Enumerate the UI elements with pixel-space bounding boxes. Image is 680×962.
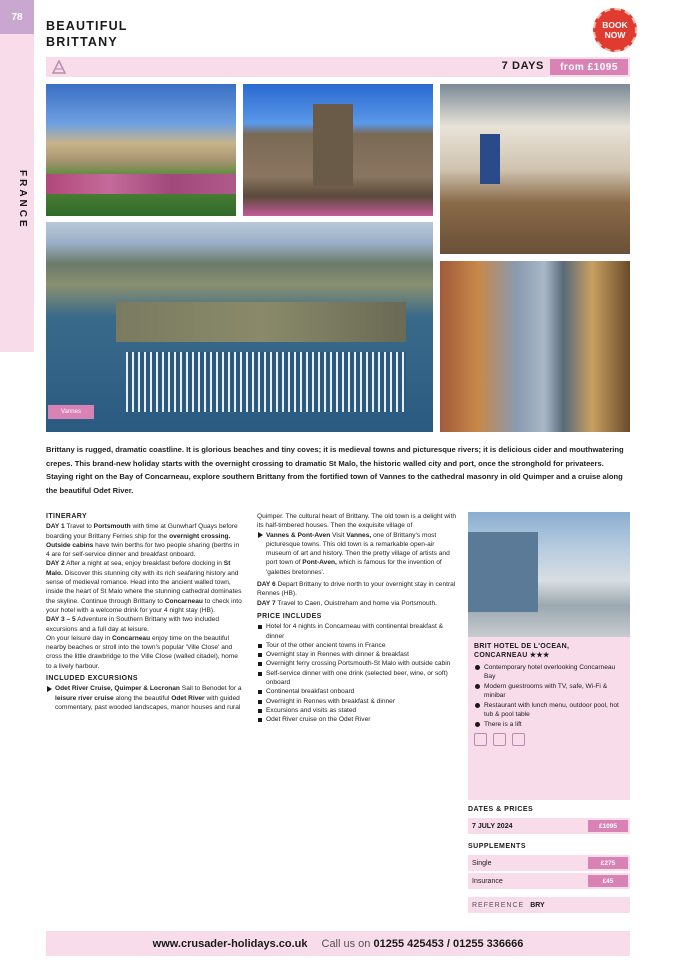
hotel-feature: Restaurant with lunch menu, outdoor pool, hot tub & pool table	[484, 701, 624, 719]
day-3-5: DAY 3 – 5 Adventure in Southern Brittany with two included excursions and a full day at leisure.	[46, 616, 220, 633]
excursions-list-2	[257, 531, 457, 577]
excursion-item: Odet River Cruise, Quimper & Locronan Sail to Benodet for a leisure river cruise along the beautiful Odet River with guided commentary, past wooded landscapes, manor houses and rural	[55, 684, 244, 712]
photo-timbered-houses	[440, 261, 630, 432]
photo-street-cafe	[440, 84, 630, 254]
trip-duration: 7 DAYS	[501, 60, 544, 72]
excursion-item: Vannes & Pont-Aven Visit Vannes, one of Brittany's most picturesque towns. This old town is a remarkable open-air museum of art and history. Then the pretty village of artists and port town of Pont-Aven, which is famous for the invention of 'galettes bretonnes'.	[266, 531, 457, 577]
hotel-feature: Modern guestrooms with TV, safe, Wi-Fi & minibar	[484, 682, 624, 700]
website-link[interactable]: www.crusader-holidays.co.uk	[152, 937, 308, 950]
date-price: £1095	[588, 820, 628, 832]
hotel-feature: Contemporary hotel overlooking Concarneau Bay	[484, 663, 624, 681]
reference-row	[468, 897, 630, 913]
lift-icon	[512, 733, 525, 746]
excursion-continued: Quimper. The cultural heart of Brittany. The old town is a delight with its half-timbered houses. Then the exquisite village of	[257, 513, 457, 530]
excursions-heading: INCLUDED EXCURSIONS	[46, 675, 138, 683]
footer-bar	[46, 931, 630, 956]
include-item: Hotel for 4 nights in Concarneau with continental breakfast & dinner	[266, 622, 457, 641]
price-bar	[46, 57, 630, 77]
price-includes-heading: PRICE INCLUDES	[257, 612, 322, 620]
excursions-list	[46, 684, 244, 712]
hotel-feature: There is a lift	[484, 720, 624, 729]
single-price: £275	[588, 857, 628, 869]
include-item: Self-service dinner with one drink (selected beer, wine, or soft) onboard	[266, 669, 457, 688]
include-item: Overnight in Rennes with breakfast & dinner	[266, 697, 457, 706]
single-label: Single	[472, 859, 492, 867]
price-includes-list	[257, 622, 457, 724]
dates-heading: DATES & PRICES	[468, 806, 534, 813]
hotel-features	[474, 663, 624, 729]
insurance-price: £45	[588, 875, 628, 887]
include-item: Excursions and visits as stated	[266, 706, 457, 715]
itinerary-heading: ITINERARY	[46, 513, 88, 520]
date-label: 7 JULY 2024	[472, 822, 513, 830]
insurance-label: Insurance	[472, 877, 503, 885]
hotel-name: BRIT HOTEL DE L'OCEAN, CONCARNEAU ★★★	[474, 643, 570, 659]
supplement-single	[468, 855, 630, 871]
supplements-heading: SUPPLEMENTS	[468, 843, 527, 850]
photo-hotel	[468, 512, 630, 637]
badge-line-1: BOOK	[602, 20, 628, 30]
photo-caption-sticker: Vannes	[48, 405, 94, 419]
restaurant-icon	[474, 733, 487, 746]
reference-code: BRY	[530, 901, 545, 909]
include-item: Continental breakfast onboard	[266, 687, 457, 696]
title-line-2: BRITTANY	[46, 35, 118, 49]
supplement-insurance	[468, 873, 630, 889]
photo-harbour-aerial	[46, 222, 433, 432]
title-line-1: BEAUTIFUL	[46, 19, 128, 33]
include-item: Odet River cruise on the Odet River	[266, 715, 457, 724]
day-7: DAY 7 Travel to Caen, Ouistreham and home via Portsmouth.	[257, 599, 437, 607]
trip-triangle-icon	[52, 60, 66, 74]
reference-label: REFERENCE	[472, 901, 525, 909]
leisure-day: On your leisure day in Concarneau enjoy time on the beautiful nearby beaches or stroll into the town's popular 'Ville Close' and cross the little drawbridge to the Ville Close (walled citadel), home to a lively harbour.	[46, 634, 238, 670]
intro-text: Brittany is rugged, dramatic coastline. It is glorious beaches and tiny coves; it is medieval towns and picturesque rivers; it is delicious cider and mouthwatering crepes. This brand-new holiday starts with the overnight crossing to dramatic St Malo, the historic walled city and port, once the stronghold for privateers. Staying right on the Bay of Concarneau, explore southern Brittany from the fortified town of Vannes to the cathedral masonry in old Quimper and a cruise along the beautiful Odet River.	[46, 445, 624, 495]
day-1: DAY 1 Travel to Portsmouth with time at Gunwharf Quays before boarding your Brittany Ferries ship for the overnight crossing. Outside cabins have twin berths for two people sharing (berths in 4 are for self-service dinner and breakfast onboard.	[46, 523, 240, 559]
phone-numbers[interactable]: 01255 425453 / 01255 336666	[373, 937, 524, 950]
include-item: Tour of the other ancient towns in France	[266, 641, 457, 650]
photo-walled-town	[46, 84, 236, 216]
bar-icon	[493, 733, 506, 746]
include-item: Overnight ferry crossing Portsmouth-St Malo with outside cabin	[266, 659, 457, 668]
country-label: FRANCE	[17, 170, 28, 230]
from-price: from £1095	[550, 59, 628, 75]
details-column	[257, 512, 457, 725]
page-number: 78	[0, 0, 34, 34]
book-now-badge[interactable]	[593, 8, 637, 52]
itinerary-column	[46, 512, 244, 712]
page-title	[46, 18, 246, 50]
day-6: DAY 6 Depart Brittany to drive north to your overnight stay in central Rennes (HB).	[257, 581, 456, 598]
include-item: Overnight stay in Rennes with dinner & breakfast	[266, 650, 457, 659]
photo-cathedral	[243, 84, 433, 216]
day-2: DAY 2 After a night at sea, enjoy breakfast before docking in St Malo. Discover this stunning city with its rich seafaring history and sense of medieval romance. Head into the ancient walled town, inside the heart of St Malo where the stunning cathedral dominates the skyline. Continue through Brittany to Concarneau to check into your hotel with a welcome drink for your 4 night stay (HB).	[46, 560, 242, 614]
amenity-icons	[474, 733, 624, 746]
date-row	[468, 818, 630, 834]
call-info: Call us on 01255 425453 / 01255 336666	[321, 937, 524, 950]
badge-line-2: NOW	[604, 30, 626, 40]
hotel-info	[468, 637, 630, 800]
